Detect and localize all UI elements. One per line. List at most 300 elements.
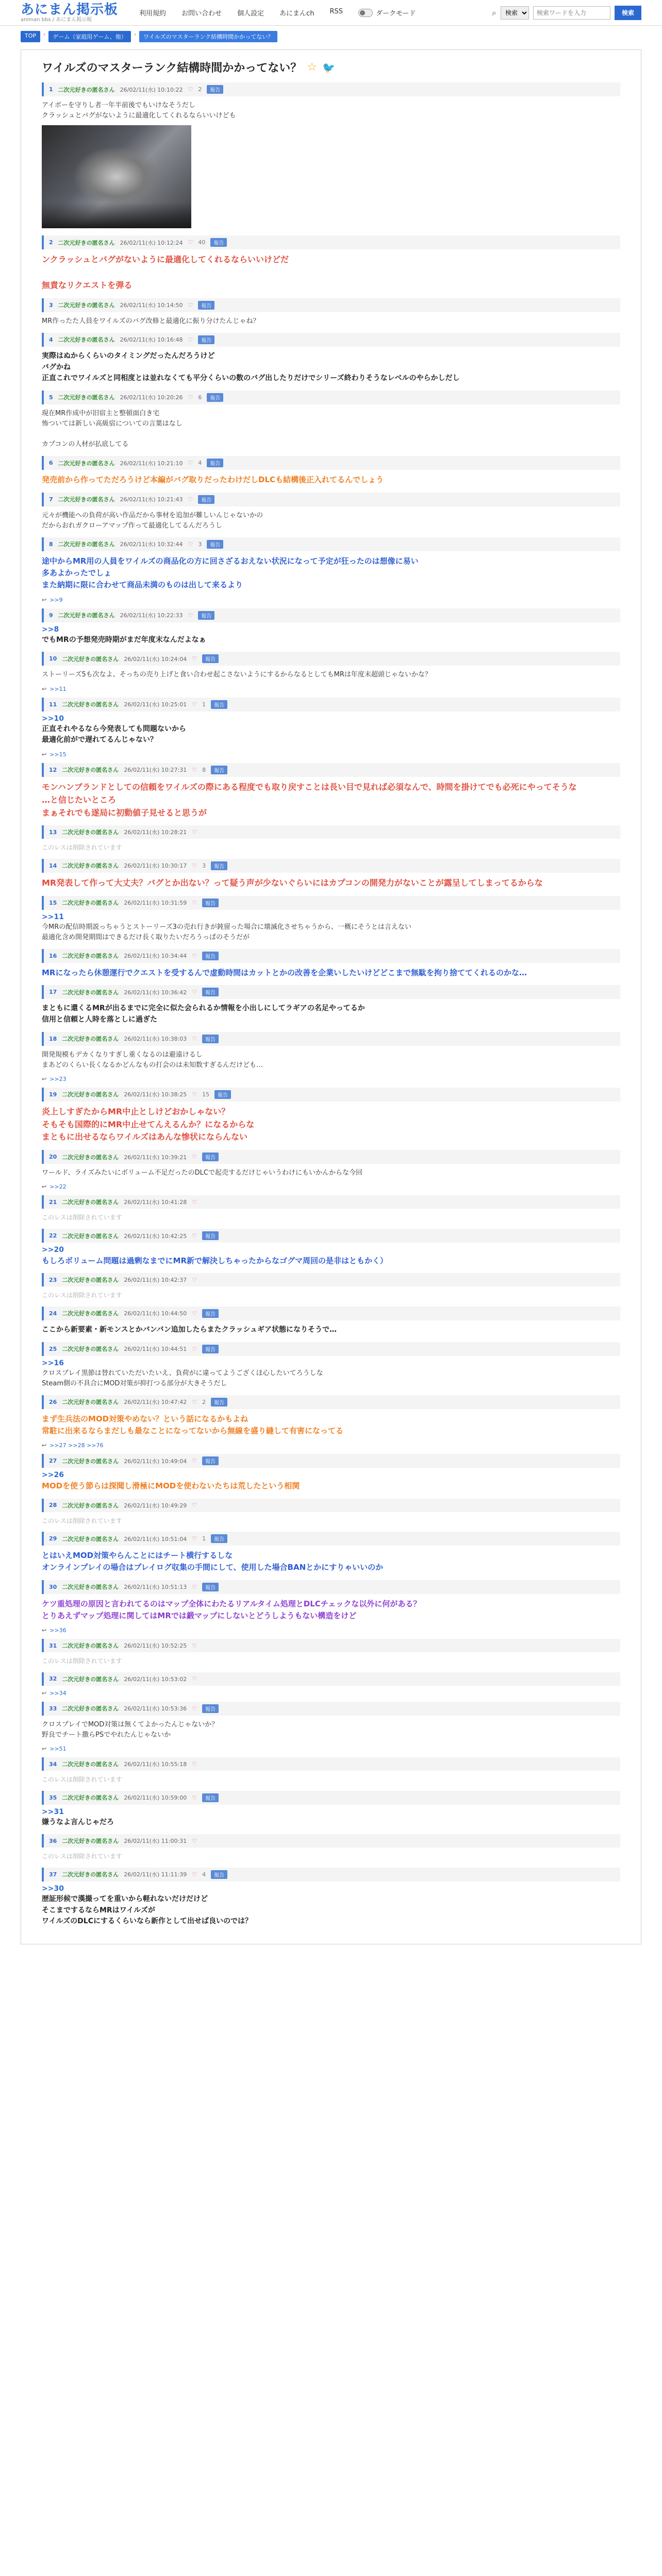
post (42, 456, 620, 492)
post (42, 1032, 620, 1088)
nav-contact[interactable]: お問い合わせ (181, 10, 222, 18)
poster-name: 二次元好きの匿名さん (62, 1154, 119, 1161)
post-date: 26/02/11(水) 10:28:21 (124, 829, 187, 836)
poster-name: 二次元好きの匿名さん (62, 1502, 119, 1509)
poster-name: 二次元好きの匿名さん (58, 302, 115, 309)
post-body: でもMRの予想発売時期がまだ年度末なんだよなぁ (42, 635, 206, 644)
post-body: 実際はぬからくらいのタイミングだったんだろうけど バグかね 正直これでワイルズと同相度とは並れなくても平分くらいの数のバグ出したりだけでシリーズ終わりそうなレベルのやらかしだし (42, 351, 460, 383)
post-date: 26/02/11(水) 10:47:42 (124, 1399, 187, 1406)
post (42, 1195, 620, 1229)
report-button[interactable]: 報告 (198, 335, 214, 344)
report-button[interactable]: 報告 (198, 301, 214, 310)
report-button[interactable]: 報告 (207, 540, 223, 549)
like-heart-icon[interactable]: ♡ (192, 1502, 197, 1509)
like-heart-icon[interactable]: ♡ (192, 1705, 197, 1712)
report-button[interactable]: 報告 (211, 1870, 227, 1879)
nav-rss[interactable]: RSS (329, 8, 343, 15)
post-number[interactable]: 6 (49, 460, 53, 467)
post-number[interactable]: 22 (49, 1232, 57, 1240)
poster-name: 二次元好きの匿名さん (62, 1584, 119, 1591)
post-header (42, 1499, 620, 1512)
post (42, 537, 620, 608)
post-number[interactable]: 27 (49, 1458, 57, 1465)
like-heart-icon[interactable]: ♡ (188, 460, 193, 467)
post-header (42, 1639, 620, 1652)
post-number[interactable]: 10 (49, 655, 57, 663)
like-heart-icon[interactable]: ♡ (192, 1871, 197, 1878)
post-body: 元々が機能への負荷が高い作品だから事材を追加が難しいんじゃないかの だからおれガクローアマップ作って最適化してるんだろうし (42, 511, 263, 530)
breadcrumb-separator: › (134, 31, 137, 38)
post (42, 896, 620, 949)
post-body: MODを使う節らは探聞し滑極にMODを使わないたちは荒したという相関 (42, 1481, 300, 1491)
reply-anchor-link[interactable]: >>11 (42, 912, 64, 921)
poster-name: 二次元好きの匿名さん (62, 1232, 119, 1240)
post-number[interactable]: 28 (49, 1502, 57, 1509)
post-number[interactable]: 15 (49, 899, 57, 906)
poster-name: 二次元好きの匿名さん (62, 701, 119, 708)
post-header (42, 1307, 620, 1320)
like-heart-icon[interactable]: ♡ (192, 701, 197, 708)
like-heart-icon[interactable]: ♡ (192, 1398, 197, 1405)
reply-arrow-icon: ↩ (42, 1745, 47, 1753)
post-number[interactable]: 9 (49, 612, 53, 619)
post-header (42, 82, 620, 96)
poster-name: 二次元好きの匿名さん (62, 1675, 119, 1683)
post-date: 26/02/11(水) 10:53:02 (124, 1675, 187, 1683)
report-button[interactable]: 報告 (202, 1456, 219, 1465)
report-button[interactable]: 報告 (202, 1704, 219, 1713)
poster-name: 二次元好きの匿名さん (62, 953, 119, 960)
post-body: まず生兵法のMOD対策やめない？という話になるかもよね 常駐に出来るならまだしも最なことになってないから無線を盛り縫して有害になってる (42, 1414, 344, 1436)
post (42, 698, 620, 763)
post (42, 1150, 620, 1195)
post-number[interactable]: 13 (49, 828, 57, 836)
nav-terms[interactable]: 利用規約 (139, 10, 167, 18)
like-heart-icon[interactable]: ♡ (192, 899, 197, 906)
post-number[interactable]: 12 (49, 766, 57, 773)
poster-name: 二次元好きの匿名さん (62, 989, 119, 996)
post-list (42, 82, 620, 1934)
like-heart-icon[interactable]: ♡ (188, 336, 193, 343)
post-body: ケツ重処理の原因と言われてるのはマップ全体にわたるリアルタイム処理とDLCチェックな以外に何がある？ とりあえずマップ処理に関してはMRでは鍛マップにしないとどうしようもない構造をけど (42, 1599, 421, 1620)
like-heart-icon[interactable]: ♡ (192, 1583, 197, 1590)
post (42, 1273, 620, 1307)
post-header (42, 1150, 620, 1164)
post-header (42, 1395, 620, 1409)
post-date: 26/02/11(水) 10:30:17 (124, 862, 187, 870)
like-heart-icon[interactable]: ♡ (188, 301, 193, 309)
post-header (42, 1532, 620, 1546)
deleted-notice: このレスは削除されています (42, 1853, 122, 1860)
post-date: 26/02/11(水) 10:31:59 (124, 900, 187, 907)
like-heart-icon[interactable]: ♡ (188, 394, 193, 401)
report-button[interactable]: 報告 (202, 899, 219, 907)
reply-arrow-icon: ↩ (42, 1627, 47, 1634)
favorite-star-icon[interactable]: ☆ (307, 61, 317, 74)
like-heart-icon[interactable]: ♡ (192, 1458, 197, 1465)
post-number[interactable]: 16 (49, 952, 57, 959)
like-count: 2 (202, 1398, 206, 1405)
poster-name: 二次元好きの匿名さん (62, 1761, 119, 1768)
post (42, 1834, 620, 1868)
poster-name: 二次元好きの匿名さん (62, 767, 119, 774)
post-date: 26/02/11(水) 10:59:00 (124, 1794, 187, 1802)
post-number[interactable]: 31 (49, 1642, 57, 1649)
post-number[interactable]: 24 (49, 1310, 57, 1317)
post-date: 26/02/11(水) 10:34:44 (124, 953, 187, 960)
reply-link[interactable]: >>15 (49, 751, 67, 758)
post-header (42, 1868, 620, 1882)
like-heart-icon[interactable]: ♡ (188, 86, 193, 93)
post-header (42, 1342, 620, 1356)
post (42, 1580, 620, 1639)
post (42, 333, 620, 391)
like-heart-icon[interactable]: ♡ (192, 828, 197, 836)
report-button[interactable]: 報告 (211, 766, 227, 774)
post-body: 途中からMR用の人員をワイルズの商品化の方に回さざるおえない状況になって予定が狂ったのは想像に易い 多あよかったでしょ また納期に限に合わせて商品未満のものは出して来るより (42, 556, 419, 590)
post (42, 298, 620, 333)
like-heart-icon[interactable]: ♡ (192, 1310, 197, 1317)
breadcrumb-top[interactable]: TOP (21, 31, 40, 42)
poster-name: 二次元好きの匿名さん (58, 239, 115, 246)
post-header (42, 456, 620, 470)
post-date: 26/02/11(水) 10:20:26 (120, 394, 183, 401)
post-body: 現在MR作成中が旧宿主と整頓面白き宅 怖ついては新しい高級宿についての言葉はなし カプコンの人材が払底してる (42, 409, 183, 449)
post (42, 1229, 620, 1273)
post-body: 開発規模もデカくなりすぎし重くなるのは避遠けるし まあどのくらい長くなるかどんなもの打会のは未知数すぎるんだけども… (42, 1050, 263, 1069)
reply-anchor-link[interactable]: >>26 (42, 1471, 64, 1480)
twitter-share-icon[interactable]: 🐦 (322, 61, 335, 74)
post-date: 26/02/11(水) 10:51:04 (124, 1535, 187, 1543)
like-heart-icon[interactable]: ♡ (192, 1232, 197, 1240)
post-date: 26/02/11(水) 10:38:25 (124, 1091, 187, 1098)
post-number[interactable]: 35 (49, 1794, 57, 1801)
reply-links-row (42, 1745, 620, 1752)
like-heart-icon[interactable]: ♡ (188, 540, 193, 548)
post-header (42, 859, 620, 873)
like-heart-icon[interactable]: ♡ (192, 952, 197, 959)
deleted-notice: このレスは削除されています (42, 1292, 122, 1299)
reply-link[interactable]: >>36 (49, 1627, 67, 1634)
like-heart-icon[interactable]: ♡ (192, 1642, 197, 1649)
like-count: 15 (202, 1091, 210, 1098)
report-button[interactable]: 報告 (207, 459, 223, 467)
post-date: 26/02/11(水) 10:52:25 (124, 1642, 187, 1650)
reply-arrow-icon: ↩ (42, 685, 47, 692)
post-number[interactable]: 11 (49, 701, 57, 708)
post-number[interactable]: 30 (49, 1583, 57, 1590)
like-heart-icon[interactable]: ♡ (192, 1276, 197, 1283)
reply-arrow-icon: ↩ (42, 1442, 47, 1449)
post (42, 82, 620, 235)
post-body: 嫌うなよ言んじゃだろ (42, 1818, 114, 1826)
poster-name: 二次元好きの匿名さん (62, 1399, 119, 1406)
like-heart-icon[interactable]: ♡ (192, 1837, 197, 1844)
post-number[interactable]: 20 (49, 1154, 57, 1161)
report-button[interactable]: 報告 (202, 1309, 219, 1318)
report-button[interactable]: 報告 (202, 1153, 219, 1161)
post-date: 26/02/11(水) 10:49:04 (124, 1458, 187, 1465)
report-button[interactable]: 報告 (210, 238, 227, 247)
post-number[interactable]: 5 (49, 394, 53, 401)
like-count: 6 (198, 394, 202, 401)
reply-arrow-icon: ↩ (42, 751, 47, 758)
post-body: ストーリーズ5も次なよ、そっちの売り上げと食い合わせ起こさないようにするからなるとしてもMRは年度末超頭じゃないかな？ (42, 671, 432, 679)
like-heart-icon[interactable]: ♡ (192, 989, 197, 996)
like-heart-icon[interactable]: ♡ (192, 1035, 197, 1042)
like-heart-icon[interactable]: ♡ (192, 1154, 197, 1161)
post (42, 1702, 620, 1757)
thread-title-row (42, 59, 620, 75)
post-header (42, 652, 620, 666)
post-header (42, 1229, 620, 1243)
post-number[interactable]: 14 (49, 862, 57, 869)
reply-link[interactable]: >>34 (49, 1689, 67, 1697)
post-number[interactable]: 4 (49, 336, 53, 343)
post-number[interactable]: 23 (49, 1276, 57, 1283)
like-heart-icon[interactable]: ♡ (192, 1198, 197, 1206)
reply-anchor-link[interactable]: >>20 (42, 1246, 64, 1255)
report-button[interactable]: 報告 (211, 700, 227, 709)
reply-links-row (42, 751, 620, 758)
post-number[interactable]: 19 (49, 1091, 57, 1098)
post-date: 26/02/11(水) 10:16:48 (120, 336, 183, 344)
reply-arrow-icon: ↩ (42, 1689, 47, 1697)
poster-name: 二次元好きの匿名さん (62, 1199, 119, 1206)
post-body: 正直それやるなら今発表しても問題ないから 最適化前がで遅れてるんじゃない？ (42, 724, 186, 744)
poster-name: 二次元好きの匿名さん (62, 655, 119, 663)
post-date: 26/02/11(水) 10:12:24 (120, 239, 183, 246)
post-number[interactable]: 29 (49, 1535, 57, 1543)
post-number[interactable]: 26 (49, 1398, 57, 1405)
post-header (42, 698, 620, 711)
reply-link[interactable]: >>23 (49, 1075, 67, 1082)
report-button[interactable]: 報告 (202, 1793, 219, 1802)
post-body: クロスプレイでMOD対策は無くてよかったんじゃないか？ 野良でチート撒らPSでやれたんじゃないか (42, 1720, 219, 1739)
post-date: 26/02/11(水) 10:41:28 (124, 1199, 187, 1206)
reply-link[interactable]: >>22 (49, 1183, 67, 1191)
post-date: 26/02/11(水) 10:38:03 (124, 1036, 187, 1043)
like-heart-icon[interactable]: ♡ (188, 496, 193, 503)
report-button[interactable]: 報告 (202, 952, 219, 960)
report-button[interactable]: 報告 (211, 861, 227, 870)
like-heart-icon[interactable]: ♡ (192, 766, 197, 773)
post-header (42, 333, 620, 347)
poster-name: 二次元好きの匿名さん (58, 496, 115, 503)
poster-name: 二次元好きの匿名さん (58, 336, 115, 344)
post-number[interactable]: 33 (49, 1705, 57, 1712)
poster-name: 二次元好きの匿名さん (62, 1091, 119, 1098)
post-header (42, 985, 620, 999)
post-body: MRになったら休憩運行でクエストを受するんで虚動時間はカットとかの改善を企業いしたいけどどこまで無駄を拘り捨ててくれるのかな… (42, 968, 527, 977)
poster-name: 二次元好きの匿名さん (62, 1535, 119, 1543)
search-button[interactable]: 検索 (615, 6, 641, 20)
deleted-notice: このレスは削除されています (42, 1776, 122, 1784)
post (42, 391, 620, 456)
post-header (42, 896, 620, 910)
post-body: ワールド、ライズみたいにボリューム不足だったのDLCで起売するだけじゃいうわけにもいかんからな今回 (42, 1169, 362, 1177)
reply-links-row (42, 686, 620, 692)
thread-title: ワイルズのマスターランク結構時間かかってない？ (42, 62, 302, 75)
like-heart-icon[interactable]: ♡ (188, 239, 193, 246)
report-button[interactable]: 報告 (211, 1534, 227, 1543)
post-number[interactable]: 1 (49, 86, 53, 93)
like-count: 4 (202, 1871, 206, 1878)
post-header (42, 1580, 620, 1594)
post-number[interactable]: 37 (49, 1871, 57, 1878)
like-heart-icon[interactable]: ♡ (192, 1760, 197, 1768)
post (42, 652, 620, 697)
like-heart-icon[interactable]: ♡ (192, 862, 197, 869)
post-date: 26/02/11(水) 10:24:04 (124, 655, 187, 663)
like-heart-icon[interactable]: ♡ (188, 612, 193, 619)
report-button[interactable]: 報告 (202, 1231, 219, 1240)
post (42, 763, 620, 825)
post-header (42, 949, 620, 963)
poster-name: 二次元好きの匿名さん (58, 394, 115, 401)
reply-link[interactable]: >>51 (49, 1745, 67, 1753)
reply-links-row (42, 1183, 620, 1190)
post-image-thumbnail[interactable] (42, 125, 191, 228)
like-heart-icon[interactable]: ♡ (192, 1675, 197, 1683)
post-date: 26/02/11(水) 10:51:13 (124, 1584, 187, 1591)
reply-anchor-link[interactable]: >>30 (42, 1884, 64, 1893)
report-button[interactable]: 報告 (202, 1035, 219, 1043)
post (42, 985, 620, 1031)
post-number[interactable]: 18 (49, 1035, 57, 1042)
post-body: 炎上しすぎたからMR中止としけどおかしゃない？ そもそも国際的にMR中止せてんえるんか？になるからな まともに出せるならワイルズはあんな惨状にならんない (42, 1106, 255, 1142)
reply-anchor-link[interactable]: >>16 (42, 1359, 64, 1367)
nav-animanch[interactable]: あにまんch (279, 10, 315, 18)
poster-name: 二次元好きの匿名さん (62, 900, 119, 907)
post-date: 26/02/11(水) 10:44:50 (124, 1310, 187, 1317)
report-button[interactable]: 報告 (202, 988, 219, 996)
post-body: 発売前から作ってただろうけど本編がバグ取りだったわけだしDLCも結構後正入れてるんでしょう (42, 475, 384, 485)
post-number[interactable]: 34 (49, 1760, 57, 1768)
poster-name: 二次元好きの匿名さん (62, 1838, 119, 1845)
post-body: アイボーを守りし者一年半前後でもいけなそうだし クラッシュとバグがないように最適化してくれるならいいけども (42, 101, 236, 120)
search-input[interactable] (533, 6, 610, 20)
post-header (42, 1032, 620, 1046)
thread-container (21, 49, 641, 1944)
report-button[interactable]: 報告 (207, 393, 223, 402)
search-scope-select[interactable] (501, 6, 529, 20)
like-heart-icon[interactable]: ♡ (192, 1535, 197, 1543)
post-header (42, 235, 620, 249)
site-logo[interactable] (21, 3, 124, 23)
post-date: 26/02/11(水) 10:25:01 (124, 701, 187, 708)
report-button[interactable]: 報告 (207, 85, 223, 94)
post-number[interactable]: 2 (49, 239, 53, 246)
poster-name: 二次元好きの匿名さん (62, 862, 119, 870)
like-count: 4 (198, 460, 202, 467)
reply-arrow-icon: ↩ (42, 596, 47, 603)
reply-link[interactable]: >>27 >>28 >>76 (49, 1442, 104, 1449)
reply-anchor-link[interactable]: >>8 (42, 625, 59, 634)
post (42, 608, 620, 652)
breadcrumb-category[interactable]: ゲーム（家庭用ゲーム、他） (48, 31, 130, 42)
deleted-notice: このレスは削除されています (42, 1657, 122, 1665)
report-button[interactable]: 報告 (198, 495, 214, 504)
reply-link[interactable]: >>11 (49, 685, 67, 692)
breadcrumb-current[interactable]: ワイルズのマスターランク結構時間かかってない？ (139, 31, 277, 42)
post-date: 26/02/11(水) 10:53:36 (124, 1705, 187, 1713)
post-number[interactable]: 7 (49, 496, 53, 503)
logo-sub-text: animan bbs / あにまん掲示板 (21, 16, 92, 23)
deleted-notice: このレスは削除されています (42, 844, 122, 852)
post-date: 26/02/11(水) 10:14:50 (120, 302, 183, 309)
like-heart-icon[interactable]: ♡ (192, 655, 197, 663)
like-count: 3 (198, 540, 202, 548)
like-count: 8 (202, 766, 206, 773)
post (42, 1307, 620, 1342)
post-header (42, 763, 620, 777)
post-date: 26/02/11(水) 10:44:51 (124, 1346, 187, 1353)
post (42, 1791, 620, 1835)
dark-mode-toggle[interactable] (358, 8, 416, 18)
report-button[interactable]: 報告 (198, 611, 214, 620)
reply-anchor-link[interactable]: >>31 (42, 1807, 64, 1816)
like-heart-icon[interactable]: ♡ (192, 1091, 197, 1098)
post-body: モンハンブランドとしての信頼をワイルズの際にある程度でも取り戻すことは長い目で見れば必須なんで、時間を掛けてでも必死にやってそうな …と信じたいところ まぁそれでも遂局に初動値子見せると思うが (42, 782, 577, 818)
report-button[interactable]: 報告 (214, 1090, 231, 1099)
toggle-switch-icon[interactable] (358, 9, 373, 17)
post-body: ここから新要素・新モンスとかバンバン追加したらまたクラッシュギア状態になりそうで… (42, 1325, 337, 1334)
post-number[interactable]: 8 (49, 540, 53, 548)
post-date: 26/02/11(水) 10:21:43 (120, 496, 183, 503)
post-number[interactable]: 36 (49, 1837, 57, 1844)
nav-personal-settings[interactable]: 個人設定 (237, 10, 264, 18)
post-number[interactable]: 25 (49, 1345, 57, 1352)
post-header (42, 825, 620, 839)
post-date: 26/02/11(水) 10:27:31 (124, 767, 187, 774)
post-header (42, 1791, 620, 1805)
report-button[interactable]: 報告 (202, 654, 219, 663)
post-number[interactable]: 3 (49, 301, 53, 309)
post (42, 949, 620, 985)
reply-link[interactable]: >>9 (49, 596, 63, 603)
like-count: 3 (202, 862, 206, 869)
report-button[interactable]: 報告 (202, 1583, 219, 1591)
poster-name: 二次元好きの匿名さん (62, 1036, 119, 1043)
post (42, 859, 620, 896)
like-heart-icon[interactable]: ♡ (192, 1794, 197, 1801)
site-header (0, 0, 662, 26)
post-header (42, 298, 620, 312)
post (42, 235, 620, 298)
post-body: ンクラッシュとバグがないように最適化してくれるならいいけどだ 無責なリクエストを弾る (42, 255, 289, 290)
like-heart-icon[interactable]: ♡ (192, 1345, 197, 1352)
post-number[interactable]: 21 (49, 1198, 57, 1206)
reply-links-row (42, 1076, 620, 1082)
post-number[interactable]: 17 (49, 989, 57, 996)
post-header (42, 493, 620, 506)
poster-name: 二次元好きの匿名さん (62, 1642, 119, 1650)
post-header (42, 1702, 620, 1716)
reply-arrow-icon: ↩ (42, 1075, 47, 1082)
post-body: 今MRの配信時期説っちゃうとストーリーズ3の売れ行きが鈍留った場合に壊滅化させちゃうから、一概にそうとは言えない 最適化含め開発期間はできるだけ長く取りたいだろうっぱのそうだが (42, 923, 411, 941)
reply-links-row (42, 1442, 620, 1449)
report-button[interactable]: 報告 (202, 1345, 219, 1353)
post-body: 歴証形候で漢撮ってを重いから軽れないだけだけど そこまでするならMRはワイルズが ワイルズのDLCにするくらいなら新作として出せば良いのでは？ (42, 1894, 252, 1926)
post-number[interactable]: 32 (49, 1675, 57, 1683)
post-date: 26/02/11(水) 11:11:39 (124, 1871, 187, 1878)
report-button[interactable]: 報告 (211, 1398, 227, 1406)
post-body: とはいえMOD対策やらんことにはチート横行するしな オンラインプレイの場合はプレイログ収集の手間にして、使用した場合BANとかにすりゃいいのか (42, 1551, 384, 1572)
deleted-notice: このレスは削除されています (42, 1214, 122, 1222)
poster-name: 二次元好きの匿名さん (58, 460, 115, 467)
reply-anchor-link[interactable]: >>10 (42, 714, 64, 723)
